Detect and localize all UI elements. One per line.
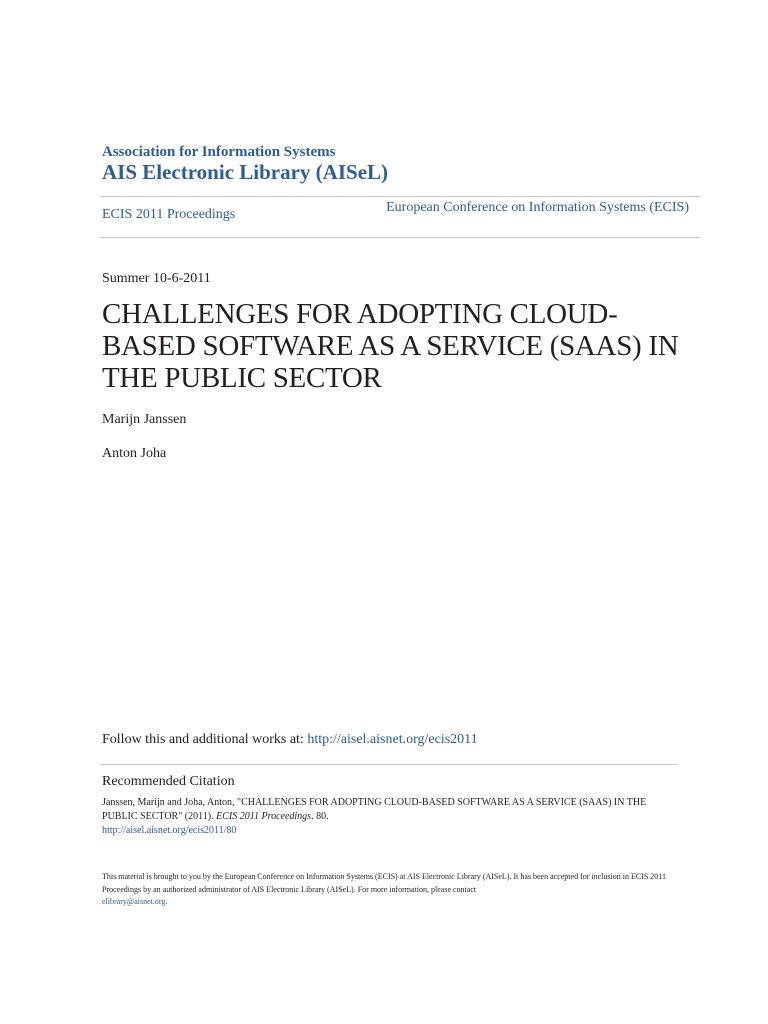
- author-name: Marijn Janssen: [102, 412, 187, 427]
- disclaimer-text: This material is brought to you by the European Conference on Information Systems (ECIS) at AIS Electronic Library (AISeL). It has been accepted for inclusion in ECIS 2011 Proceedings by an authorized administrator of AIS Electronic Library (AISeL). For more information, please contact: [102, 872, 667, 894]
- citation-number: . 80.: [311, 811, 329, 822]
- association-name: Association for Information Systems: [102, 144, 336, 160]
- author-name: Anton Joha: [102, 446, 167, 461]
- citation-block: [102, 796, 677, 838]
- follow-line: [102, 732, 478, 748]
- citation-text: Janssen, Marijn and Joha, Anton, "CHALLENGES FOR ADOPTING CLOUD-BASED SOFTWARE AS A SERVICE (SAAS) IN THE PUBLIC SECTOR" (2011).: [102, 797, 647, 822]
- citation-divider: [100, 764, 678, 765]
- citation-link[interactable]: http://aisel.aisnet.org/ecis2011/80: [102, 825, 237, 836]
- publication-date: Summer 10-6-2011: [102, 271, 211, 286]
- disclaimer-period: .: [165, 897, 168, 906]
- conference-link[interactable]: European Conference on Information Systems (ECIS): [386, 200, 689, 215]
- contact-email-link[interactable]: elibrary@aisnet.org: [102, 897, 166, 906]
- disclaimer-block: [102, 871, 677, 909]
- follow-link[interactable]: http://aisel.aisnet.org/ecis2011: [307, 732, 478, 747]
- proceedings-link[interactable]: ECIS 2011 Proceedings: [102, 207, 236, 222]
- paper-title: CHALLENGES FOR ADOPTING CLOUD-BASED SOFTWARE AS A SERVICE (SAAS) IN THE PUBLIC SECTOR: [102, 298, 679, 394]
- citation-proceedings: ECIS 2011 Proceedings: [216, 811, 312, 822]
- header-divider: [100, 237, 701, 238]
- follow-text: Follow this and additional works at:: [102, 732, 304, 747]
- top-divider: [100, 196, 701, 197]
- library-name[interactable]: AIS Electronic Library (AISeL): [102, 160, 389, 184]
- citation-heading: Recommended Citation: [102, 774, 235, 789]
